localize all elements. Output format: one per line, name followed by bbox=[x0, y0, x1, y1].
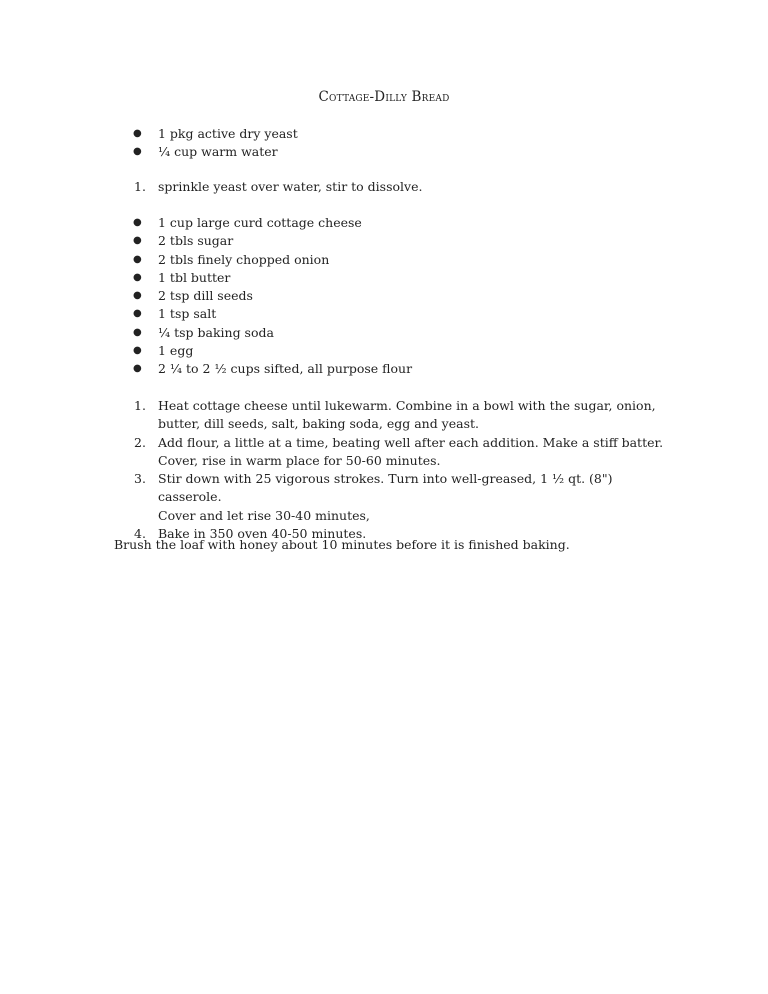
bullet-icon: ● bbox=[133, 308, 142, 320]
step-text: sprinkle yeast over water, stir to dissolve. bbox=[158, 179, 423, 194]
yeast-step-list bbox=[0, 178, 768, 196]
list-item bbox=[0, 178, 768, 196]
main-step-list bbox=[0, 397, 768, 543]
bullet-icon: ● bbox=[133, 271, 142, 283]
ingredient-text: 1 pkg active dry yeast bbox=[158, 126, 298, 141]
bullet-icon: ● bbox=[133, 345, 142, 357]
bullet-icon: ● bbox=[133, 146, 142, 158]
step-text-line1: Bake in 350 oven 40-50 minutes. bbox=[158, 526, 367, 542]
step-text-line2: butter, dill seeds, salt, baking soda, egg and yeast. bbox=[158, 416, 479, 432]
yeast-ingredient-list bbox=[0, 125, 768, 162]
step-text-line2: Cover, rise in warm place for 50-60 minutes. bbox=[158, 452, 441, 468]
baking-note: Brush the loaf with honey about 10 minutes before it is finished baking. bbox=[114, 537, 570, 552]
list-item bbox=[0, 251, 768, 269]
bullet-icon: ● bbox=[133, 253, 142, 265]
list-item bbox=[0, 342, 768, 360]
main-ingredient-list bbox=[0, 214, 768, 379]
list-item bbox=[0, 214, 768, 232]
step-text-line2: Cover and let rise 30-40 minutes, bbox=[158, 507, 370, 523]
ingredient-text: ¼ cup warm water bbox=[158, 144, 278, 160]
list-item bbox=[0, 305, 768, 323]
ingredient-text: 1 tsp salt bbox=[158, 306, 217, 322]
bullet-icon: ● bbox=[133, 235, 142, 247]
bullet-icon: ● bbox=[133, 128, 142, 139]
step-text-line1: Heat cottage cheese until lukewarm. Combine in a bowl with the sugar, onion, bbox=[158, 398, 656, 413]
ingredient-text: 1 tbl butter bbox=[158, 269, 231, 285]
ingredient-text: 2 ¼ to 2 ½ cups sifted, all purpose flour bbox=[158, 361, 413, 377]
list-item bbox=[0, 470, 768, 525]
step-text-line1: Stir down with 25 vigorous strokes. Turn into well-greased, 1 ½ qt. (8") casserole. bbox=[158, 471, 613, 505]
list-item bbox=[0, 269, 768, 287]
ingredient-text: 2 tbls sugar bbox=[158, 233, 234, 249]
step-number: 3. bbox=[134, 471, 146, 487]
step-number: 1. bbox=[134, 179, 146, 194]
step-number: 2. bbox=[134, 434, 146, 450]
step-number: 1. bbox=[134, 398, 146, 413]
ingredient-text: 2 tsp dill seeds bbox=[158, 288, 253, 304]
bullet-icon: ● bbox=[133, 326, 142, 338]
bullet-icon: ● bbox=[133, 290, 142, 302]
ingredient-text: ¼ tsp baking soda bbox=[158, 324, 274, 340]
step-text-line1: Add flour, a little at a time, beating well after each addition. Make a stiff batter. bbox=[158, 434, 664, 450]
recipe-title: Cottage-Dilly Bread bbox=[318, 89, 450, 105]
ingredient-text: 2 tbls finely chopped onion bbox=[158, 251, 330, 267]
ingredient-text: 1 cup large curd cottage cheese bbox=[158, 215, 362, 230]
list-item bbox=[0, 397, 768, 434]
list-item bbox=[0, 143, 768, 161]
ingredient-text: 1 egg bbox=[158, 343, 194, 359]
list-item bbox=[0, 360, 768, 378]
list-item bbox=[0, 287, 768, 305]
list-item bbox=[0, 434, 768, 471]
list-item bbox=[0, 232, 768, 250]
list-item bbox=[0, 125, 768, 143]
bullet-icon: ● bbox=[133, 217, 142, 228]
bullet-icon: ● bbox=[133, 363, 142, 375]
step-number: 4. bbox=[134, 526, 146, 542]
list-item bbox=[0, 324, 768, 342]
